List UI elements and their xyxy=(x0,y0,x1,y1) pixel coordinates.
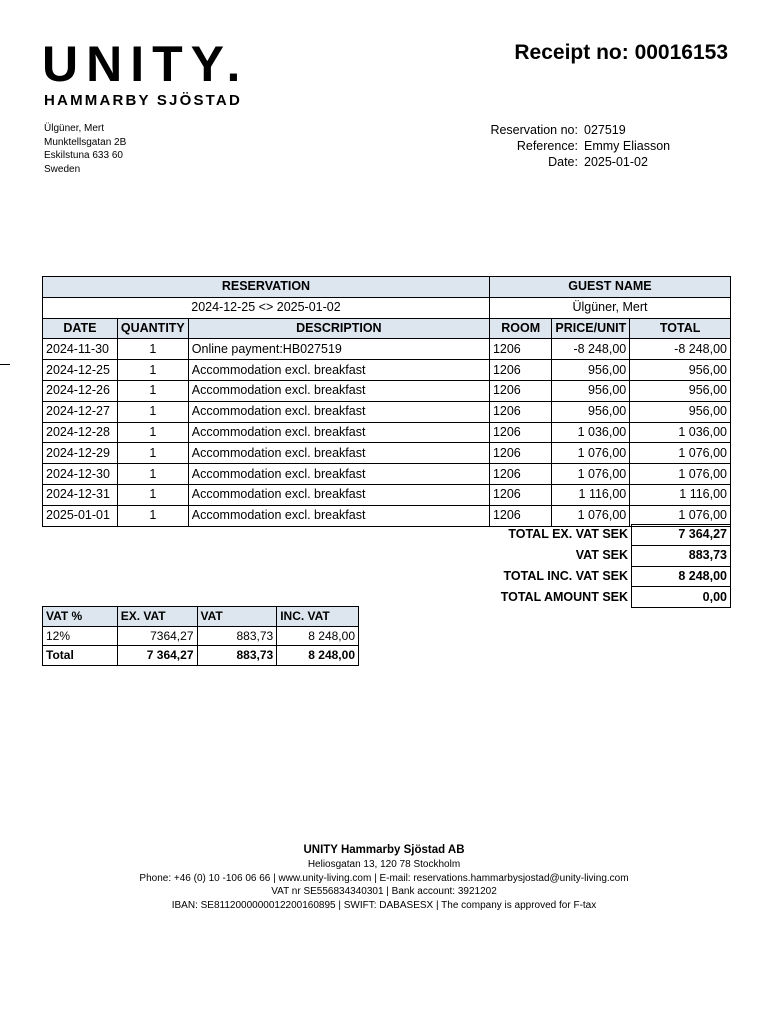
table-row xyxy=(43,505,731,526)
reference-row xyxy=(470,138,670,154)
reservation-no-label: Reservation no: xyxy=(490,123,578,137)
footer-address: Heliosgatan 13, 120 78 Stockholm xyxy=(307,859,461,870)
total-inc-vat-value: 8 248,00 xyxy=(632,566,731,587)
vat-table xyxy=(42,606,359,666)
row-price: 956,00 xyxy=(552,380,630,401)
row-room: 1206 xyxy=(489,339,551,360)
row-price: 956,00 xyxy=(552,401,630,422)
date-label: Date: xyxy=(548,155,578,169)
row-room: 1206 xyxy=(489,422,551,443)
row-qty: 1 xyxy=(117,339,188,360)
row-total: -8 248,00 xyxy=(630,339,731,360)
reservation-no-row xyxy=(470,122,670,138)
total-ex-vat-value: 7 364,27 xyxy=(632,525,731,546)
row-qty: 1 xyxy=(117,360,188,381)
row-room: 1206 xyxy=(489,484,551,505)
total-amount-value: 0,00 xyxy=(632,587,731,608)
reservation-info xyxy=(470,122,670,170)
row-desc: Accommodation excl. breakfast xyxy=(188,422,489,443)
total-ex-vat-label: TOTAL EX. VAT SEK xyxy=(508,527,629,542)
row-room: 1206 xyxy=(489,401,551,422)
row-room: 1206 xyxy=(489,380,551,401)
row-desc: Accommodation excl. breakfast xyxy=(188,380,489,401)
row-desc: Accommodation excl. breakfast xyxy=(188,401,489,422)
row-room: 1206 xyxy=(489,505,551,526)
row-price: 1 076,00 xyxy=(552,464,630,485)
row-date: 2024-12-27 xyxy=(43,401,118,422)
vat-col-inc: INC. VAT xyxy=(277,607,359,627)
row-desc: Accommodation excl. breakfast xyxy=(188,484,489,505)
customer-city: Eskilstuna 633 60 xyxy=(44,150,123,161)
table-row xyxy=(43,464,731,485)
vat-inc: 8 248,00 xyxy=(277,626,359,646)
row-date: 2025-01-01 xyxy=(43,505,118,526)
row-total: 1 076,00 xyxy=(630,464,731,485)
charges-table xyxy=(42,276,731,527)
row-room: 1206 xyxy=(489,360,551,381)
row-qty: 1 xyxy=(117,380,188,401)
guest-name: Ülgüner, Mert xyxy=(489,297,730,318)
row-qty: 1 xyxy=(117,464,188,485)
row-date: 2024-12-30 xyxy=(43,464,118,485)
row-desc: Accommodation excl. breakfast xyxy=(188,505,489,526)
vat-total-ex: 7 364,27 xyxy=(117,646,197,666)
col-room: ROOM xyxy=(489,318,551,339)
footer-bank: IBAN: SE8112000000012200160895 | SWIFT: DABASESX | The company is approved for F-tax xyxy=(171,899,597,911)
row-price: 1 116,00 xyxy=(552,484,630,505)
row-total: 1 116,00 xyxy=(630,484,731,505)
row-total: 1 036,00 xyxy=(630,422,731,443)
row-total: 1 076,00 xyxy=(630,443,731,464)
row-date: 2024-12-28 xyxy=(43,422,118,443)
reference-label: Reference: xyxy=(516,139,578,153)
col-date: DATE xyxy=(43,318,118,339)
customer-street: Munktellsgatan 2B xyxy=(44,136,127,148)
reservation-period: 2024-12-25 <> 2025-01-02 xyxy=(43,297,490,318)
col-description: DESCRIPTION xyxy=(188,318,489,339)
row-qty: 1 xyxy=(117,505,188,526)
row-desc: Accommodation excl. breakfast xyxy=(188,464,489,485)
vat-total-inc: 8 248,00 xyxy=(277,646,359,666)
total-amount-label: TOTAL AMOUNT SEK xyxy=(500,589,629,604)
table-row xyxy=(43,339,731,360)
reference-value: Emmy Eliasson xyxy=(584,139,671,153)
customer-address xyxy=(44,122,126,176)
reservation-header: RESERVATION xyxy=(43,277,490,298)
vat-row xyxy=(43,626,359,646)
row-date: 2024-12-31 xyxy=(43,484,118,505)
row-qty: 1 xyxy=(117,422,188,443)
brand-location: HAMMARBY SJÖSTAD xyxy=(44,92,242,109)
table-row xyxy=(43,443,731,464)
row-date: 2024-11-30 xyxy=(43,339,118,360)
date-row xyxy=(470,154,670,170)
customer-name: Ülgüner, Mert xyxy=(44,123,105,134)
reservation-no-value: 027519 xyxy=(584,123,626,137)
row-price: 1 036,00 xyxy=(552,422,630,443)
row-total: 1 076,00 xyxy=(630,505,731,526)
col-quantity: QUANTITY xyxy=(117,318,188,339)
row-total: 956,00 xyxy=(630,380,731,401)
vat-col-percent: VAT % xyxy=(43,607,118,627)
date-value: 2025-01-02 xyxy=(584,155,648,169)
vat-label: VAT SEK xyxy=(575,548,629,563)
row-date: 2024-12-26 xyxy=(43,380,118,401)
vat-total-label: Total xyxy=(43,646,118,666)
col-total: TOTAL xyxy=(630,318,731,339)
table-row xyxy=(43,401,731,422)
footer xyxy=(0,842,768,912)
total-inc-vat-label: TOTAL INC. VAT SEK xyxy=(503,568,629,583)
vat-col-vat: VAT xyxy=(197,607,277,627)
row-qty: 1 xyxy=(117,443,188,464)
footer-contact: Phone: +46 (0) 10 -106 06 66 | www.unity-living.com | E-mail: reservations.hammarbysjostad@unity-living.com xyxy=(139,872,629,884)
table-row xyxy=(43,484,731,505)
totals-table xyxy=(430,524,731,608)
vat-amount: 883,73 xyxy=(197,626,277,646)
row-qty: 1 xyxy=(117,401,188,422)
vat-value: 883,73 xyxy=(632,545,731,566)
row-desc: Accommodation excl. breakfast xyxy=(188,443,489,464)
row-price: 956,00 xyxy=(552,360,630,381)
margin-mark xyxy=(0,364,10,365)
brand-logo: UNITY. xyxy=(42,36,249,92)
footer-company: UNITY Hammarby Sjöstad AB xyxy=(303,844,465,856)
receipt-title: Receipt no: 00016153 xyxy=(514,41,728,64)
row-price: -8 248,00 xyxy=(552,339,630,360)
row-total: 956,00 xyxy=(630,360,731,381)
row-price: 1 076,00 xyxy=(552,505,630,526)
row-date: 2024-12-29 xyxy=(43,443,118,464)
vat-percent: 12% xyxy=(43,626,118,646)
row-date: 2024-12-25 xyxy=(43,360,118,381)
table-row xyxy=(43,422,731,443)
row-room: 1206 xyxy=(489,443,551,464)
vat-col-ex: EX. VAT xyxy=(117,607,197,627)
vat-ex: 7364,27 xyxy=(117,626,197,646)
vat-total-amount: 883,73 xyxy=(197,646,277,666)
row-desc: Online payment:HB027519 xyxy=(188,339,489,360)
row-price: 1 076,00 xyxy=(552,443,630,464)
row-desc: Accommodation excl. breakfast xyxy=(188,360,489,381)
customer-country: Sweden xyxy=(44,163,81,175)
guest-name-header: GUEST NAME xyxy=(489,277,730,298)
vat-total-row xyxy=(43,646,359,666)
col-price-unit: PRICE/UNIT xyxy=(552,318,630,339)
row-total: 956,00 xyxy=(630,401,731,422)
row-room: 1206 xyxy=(489,464,551,485)
row-qty: 1 xyxy=(117,484,188,505)
table-row xyxy=(43,360,731,381)
table-row xyxy=(43,380,731,401)
footer-vat: VAT nr SE556834340301 | Bank account: 3921202 xyxy=(271,886,497,898)
